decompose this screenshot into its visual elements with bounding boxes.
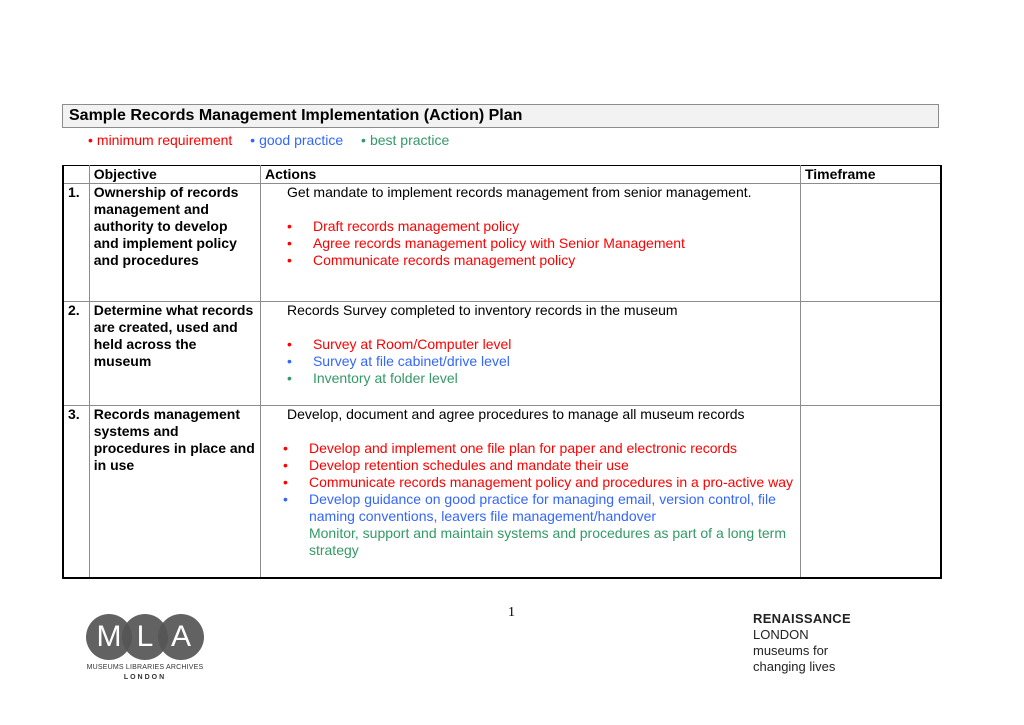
action-intro: Get mandate to implement records management from senior management. [286,184,752,200]
action-list [283,440,796,559]
mla-london-logo [86,614,204,681]
bullet-icon: • [361,132,366,148]
bullet-icon: • [88,132,93,148]
mla-letter-a: A [158,614,204,660]
mla-letter-m: M [86,614,132,660]
action-list [287,218,796,269]
page-number: 1 [508,605,515,620]
table-row [63,302,941,406]
legend-best-practice: • best practice [361,132,450,148]
action-item: • Communicate records management policy [286,252,576,268]
bullet-icon: • [282,491,288,507]
legend-minimum-requirement: • minimum requirement [88,132,233,148]
row-number: 3. [63,406,89,578]
bullet-icon: • [286,336,292,352]
action-item: • Develop retention schedules and mandate their use [282,457,629,473]
action-plan-table [62,165,942,579]
objective-cell: Records management systems and procedures in place and in use [89,406,260,578]
action-item: • Inventory at folder level [286,370,458,386]
renaissance-location: LONDON [753,627,809,642]
bullet-icon: • [286,252,292,268]
bullet-icon: • [286,218,292,234]
actions-cell [260,302,800,406]
row-number: 1. [63,184,89,302]
legend-good-practice: • good practice [250,132,344,148]
header-actions: Actions [260,166,800,184]
action-intro: Records Survey completed to inventory records in the museum [286,302,678,318]
table-row [63,184,941,302]
header-num [63,166,89,184]
mla-tagline: MUSEUMS LIBRARIES ARCHIVES [86,664,204,671]
renaissance-title: RENAISSANCE [753,611,851,626]
row-number: 2. [63,302,89,406]
action-item: • Agree records management policy with Senior Management [286,235,685,251]
bullet-icon: • [282,440,288,456]
table-row [63,406,941,578]
bullet-icon: • [282,474,288,490]
mla-circles [86,614,204,660]
action-intro: Develop, document and agree procedures to manage all museum records [286,406,745,422]
action-list [287,336,796,387]
action-item: Monitor, support and maintain systems and procedures as part of a long term strategy [308,525,786,558]
bullet-icon: • [282,457,288,473]
actions-cell [260,184,800,302]
bullet-icon: • [250,132,256,148]
action-item: • Develop and implement one file plan for paper and electronic records [282,440,737,456]
bullet-icon: • [286,370,292,386]
action-item: • Develop guidance on good practice for managing email, version control, file naming conventions, leavers file management/handover [282,491,776,524]
action-item: • Draft records management policy [286,218,520,234]
timeframe-cell [800,406,941,578]
action-item: • Survey at file cabinet/drive level [286,353,510,369]
mla-letter-l: L [122,614,168,660]
timeframe-cell [800,184,941,302]
bullet-icon: • [286,353,292,369]
action-item: • Survey at Room/Computer level [286,336,512,352]
bullet-icon: • [286,235,292,251]
action-item: • Communicate records management policy and procedures in a pro-active way [282,474,793,490]
objective-cell: Ownership of records management and authority to develop and implement policy and procedures [89,184,260,302]
renaissance-tagline-2: changing lives [753,659,836,674]
table-header-row [63,166,941,184]
header-timeframe: Timeframe [800,166,941,184]
priority-legend [88,132,463,148]
objective-cell: Determine what records are created, used and held across the museum [89,302,260,406]
timeframe-cell [800,302,941,406]
document-title-box [62,104,939,128]
actions-cell [260,406,800,578]
renaissance-tagline-1: museums for [753,643,829,658]
mla-location: LONDON [123,674,167,681]
document-title: Sample Records Management Implementation (Action) Plan [69,107,523,124]
renaissance-london-logo [753,611,851,675]
header-objective: Objective [89,166,260,184]
